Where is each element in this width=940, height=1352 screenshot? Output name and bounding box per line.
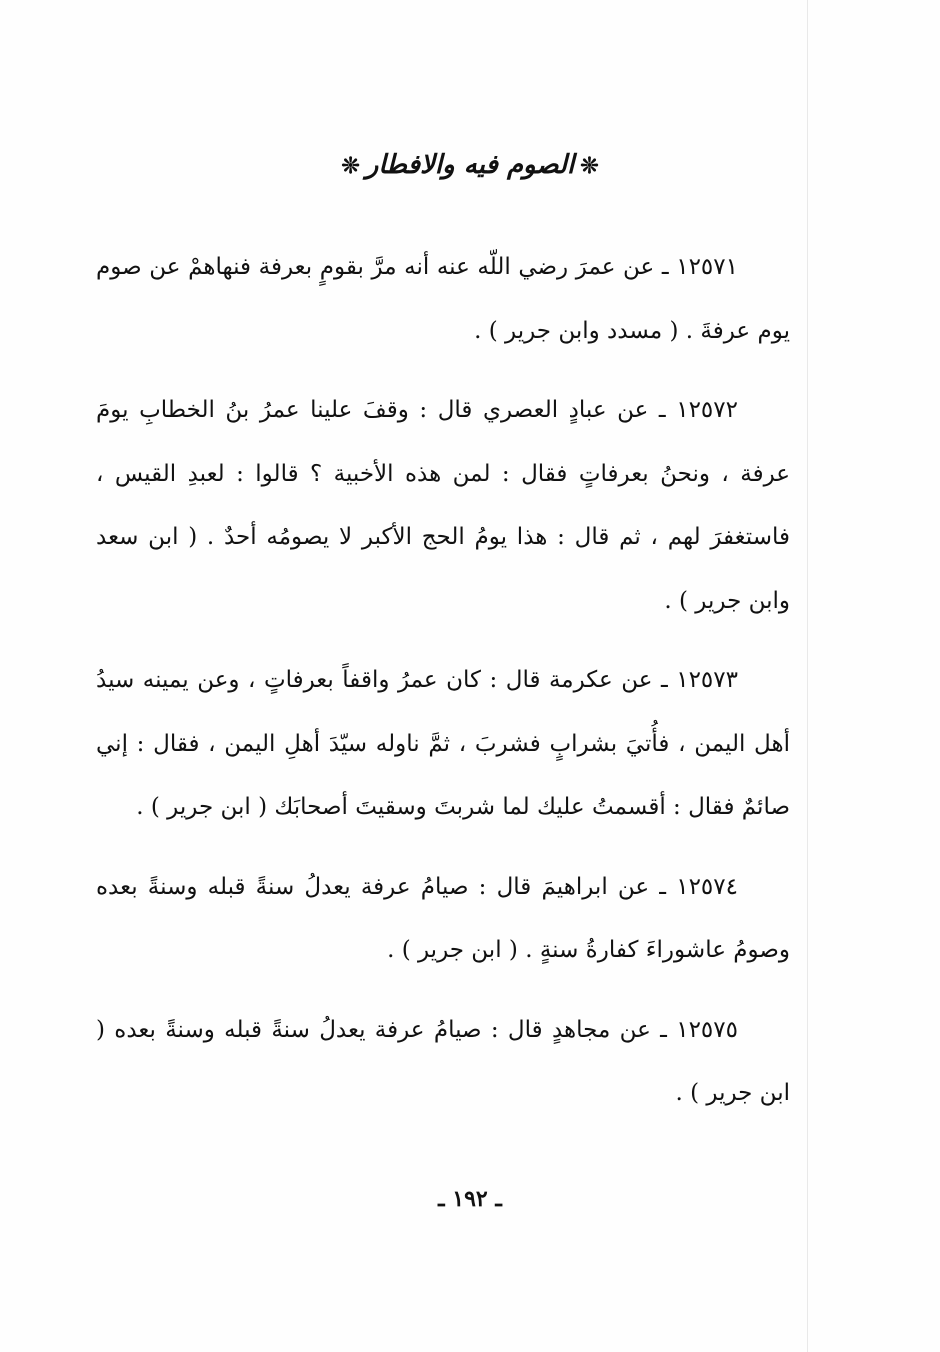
hadith-entry-12572: ١٢٥٧٢ ـ عن عبادٍ العصري قال : وقفَ علينا عمرُ بنُ الخطابِ يومَ عرفة ، ونحنُ بعرفاتٍ فقال : لمن هذه الأخبية ؟ قالوا : لعبدِ القيس ، فاستغفرَ لهم ، ثم قال : هذا يومُ الحج الأكبر لا يصومُه أحدٌ . ( ابن سعد وابن جرير ) . bbox=[96, 397, 790, 614]
page-edge-divider bbox=[807, 0, 808, 1352]
heading-ornament-left: ❊ bbox=[341, 153, 360, 179]
hadith-entry-12573: ١٢٥٧٣ ـ عن عكرمة قال : كان عمرُ واقفاً بعرفاتٍ ، وعن يمينه سيدُ أهل اليمن ، فأُتيَ بشرابٍ فشربَ ، ثمَّ ناوله سيّدَ أهلِ اليمن ، فقال : إني صائمٌ فقال : أقسمتُ عليك لما شربتَ وسقيتَ أصحابَك ( ابن جرير ) . bbox=[96, 667, 790, 820]
heading-ornament-right: ❊ bbox=[580, 153, 599, 179]
hadith-entries bbox=[96, 236, 790, 1142]
hadith-entry-12575: ١٢٥٧٥ ـ عن مجاهدٍ قال : صيامُ عرفة يعدلُ سنةً قبله وسنةً بعده ( ابن جرير ) . bbox=[96, 1016, 790, 1106]
page-number: ـ ١٩٢ ـ bbox=[438, 1186, 502, 1212]
section-heading bbox=[0, 150, 940, 180]
hadith-entry-12571: ١٢٥٧١ ـ عن عمرَ رضي اللّه عنه أنه مرَّ بقومٍ بعرفة فنهاهمْ عن صوم يوم عرفةَ . ( مسدد وابن جرير ) . bbox=[96, 254, 790, 344]
heading-text: الصوم فيه والافطار bbox=[365, 150, 575, 180]
hadith-entry-12574: ١٢٥٧٤ ـ عن ابراهيمَ قال : صيامُ عرفة يعدلُ سنةً قبله وسنةً بعده وصومُ عاشوراءَ كفارةُ سنةٍ . ( ابن جرير ) . bbox=[96, 873, 790, 963]
